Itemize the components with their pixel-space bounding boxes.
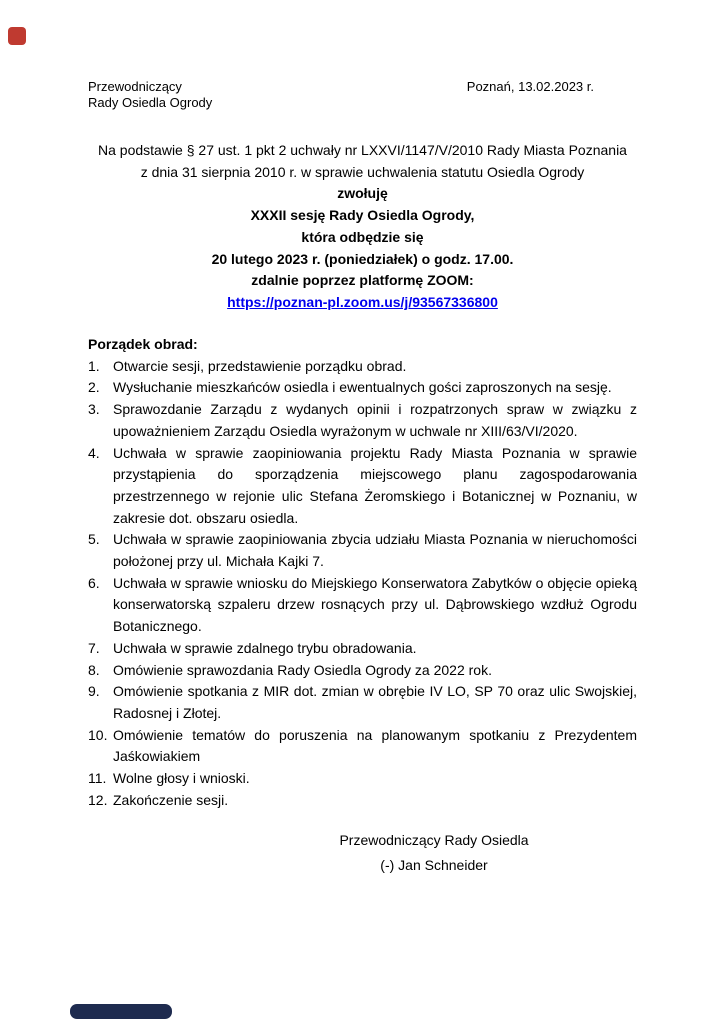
agenda-item-text: Wolne głosy i wnioski. xyxy=(113,770,250,787)
agenda-item-text: Otwarcie sesji, przedstawienie porządku obrad. xyxy=(113,357,407,374)
legal-basis-line2: z dnia 31 sierpnia 2010 r. w sprawie uchwalenia statutu Osiedla Ogrody xyxy=(140,163,585,180)
agenda-item-number: 12. xyxy=(88,791,108,808)
bottom-left-corner-mark xyxy=(70,1004,172,1019)
agenda-item-number: 4. xyxy=(88,444,100,461)
agenda-item xyxy=(88,356,637,378)
agenda-item-number: 8. xyxy=(88,661,100,678)
session-occurrence-line: która odbędzie się xyxy=(301,228,424,245)
agenda-item-text: Zakończenie sesji. xyxy=(113,791,229,808)
zoom-link-line xyxy=(88,292,637,314)
agenda-item-text: Omówienie tematów do poruszenia na planowanym spotkaniu z Prezydentem Jaśkowiakiem xyxy=(113,726,637,765)
agenda-item-number: 11. xyxy=(88,770,107,787)
sender-title: Przewodniczący xyxy=(88,79,182,94)
sender-organization: Rady Osiedla Ogrody xyxy=(88,94,213,110)
agenda-item xyxy=(88,660,637,682)
session-title: XXXII sesję Rady Osiedla Ogrody, xyxy=(250,207,475,224)
agenda-item-text: Sprawozdanie Zarządu z wydanych opinii i rozpatrzonych spraw w związku z upoważnieniem Zarządu Osiedla wyrażonym w uchwale nr XIII/63/VI/2020. xyxy=(113,401,637,439)
agenda-item-text: Uchwała w sprawie zdalnego trybu obradowania. xyxy=(113,639,417,656)
zoom-meeting-link[interactable]: https://poznan-pl.zoom.us/j/93567336800 xyxy=(227,293,498,310)
agenda-item xyxy=(88,573,637,638)
agenda-item xyxy=(88,725,637,768)
agenda-item-text: Omówienie sprawozdania Rady Osiedla Ogrody za 2022 rok. xyxy=(113,661,492,678)
agenda-item-text: Uchwała w sprawie zaopiniowania projektu Rady Miasta Poznania w sprawie przystąpienia do sporządzenia miejscowego planu zagospodarowania przestrzennego w rejonie ulic Stefana Żeromskiego i Botanicznej w Poznaniu, w zakresie dot. obszaru osiedla. xyxy=(113,444,637,526)
signature-name: (-) Jan Schneider xyxy=(380,856,488,873)
agenda-item-text: Omówienie spotkania z MIR dot. zmian w obrębie IV LO, SP 70 oraz ulic Swojskiej, Radosnej i Złotej. xyxy=(113,683,637,721)
agenda-item xyxy=(88,681,637,724)
agenda-item-number: 10. xyxy=(88,726,108,743)
sender-block xyxy=(88,79,212,110)
signature-block xyxy=(250,828,618,877)
agenda-item-text: Wysłuchanie mieszkańców osiedla i ewentualnych gości zaproszonych na sesję. xyxy=(113,379,612,396)
agenda-item-number: 2. xyxy=(88,379,100,396)
agenda-item-text: Uchwała w sprawie wniosku do Miejskiego Konserwatora Zabytków o objęcie opieką konserwatorską szpaleru drzew rosnących przy ul. Dąbrowskiego wzdłuż Ogrodu Botanicznego. xyxy=(113,574,637,635)
agenda-item xyxy=(88,638,637,660)
agenda-item xyxy=(88,443,637,530)
agenda-item xyxy=(88,768,637,790)
agenda-item-text: Uchwała w sprawie zaopiniowania zbycia udziału Miasta Poznania w nieruchomości położonej przy ul. Michała Kajki 7. xyxy=(113,531,637,570)
agenda-item-number: 3. xyxy=(88,401,100,418)
agenda-item-number: 6. xyxy=(88,574,100,591)
convene-word: zwołuję xyxy=(337,185,388,202)
agenda-item-number: 7. xyxy=(88,639,100,656)
agenda-item xyxy=(88,529,637,572)
agenda-heading: Porządek obrad: xyxy=(88,336,198,352)
remote-platform-line: zdalnie poprzez platformę ZOOM: xyxy=(251,272,474,289)
session-datetime: 20 lutego 2023 r. (poniedziałek) o godz. 17.00. xyxy=(211,250,514,267)
agenda-item-number: 5. xyxy=(88,531,100,548)
agenda-item xyxy=(88,399,637,442)
agenda-item xyxy=(88,790,637,812)
session-announcement xyxy=(88,140,637,314)
agenda-item xyxy=(88,377,637,399)
top-left-corner-mark xyxy=(8,27,26,45)
agenda-item-number: 9. xyxy=(88,683,100,700)
document-header xyxy=(88,79,637,110)
legal-basis-line1: Na podstawie § 27 ust. 1 pkt 2 uchwały nr LXXVI/1147/V/2010 Rady Miasta Poznania xyxy=(98,142,627,158)
place-date-line: Poznań, 13.02.2023 r. xyxy=(466,79,594,94)
agenda-item-number: 1. xyxy=(88,357,100,374)
signature-role: Przewodniczący Rady Osiedla xyxy=(339,832,529,848)
agenda-section xyxy=(88,334,637,811)
